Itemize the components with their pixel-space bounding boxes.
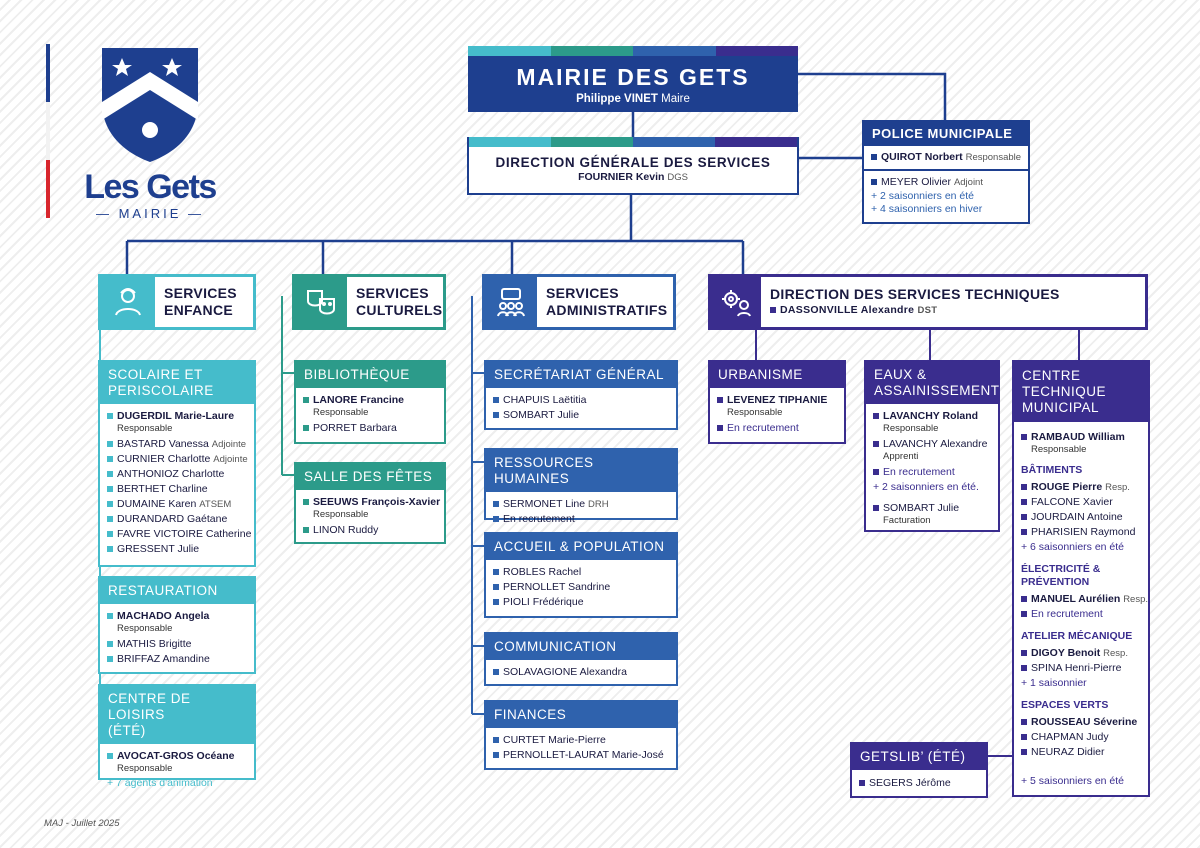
eaux-extra: + 2 saisonniers en été. — [873, 481, 979, 493]
restauration-lead-role: Responsable — [117, 623, 173, 634]
salle-lead: SEEUWS François-Xavier — [303, 495, 437, 510]
mairie-box — [468, 46, 798, 112]
elec-recrut: En recrutement — [1021, 607, 1141, 622]
list-item: BRIFFAZ Amandine — [107, 652, 247, 667]
salle-des-fetes-box — [294, 462, 446, 544]
restauration-lead: MACHADO Angela — [107, 609, 247, 624]
urbanisme-box — [708, 360, 846, 444]
eaux-lead: LAVANCHY Roland — [873, 409, 991, 424]
police-lead: QUIROT Norbert Responsable — [871, 150, 1021, 165]
atelier-lead: DIGOY Benoit Resp. — [1021, 646, 1141, 661]
tech-title: DIRECTION DES SERVICES TECHNIQUES — [770, 286, 1060, 302]
list-item: PHARISIEN Raymond — [1021, 525, 1141, 540]
list-item: DURANDARD Gaétane — [107, 512, 247, 527]
enfance-line2: ENFANCE — [164, 302, 233, 318]
secretariat-title: SECRÉTARIAT GÉNÉRAL — [486, 362, 676, 388]
salle-lead-role: Responsable — [313, 509, 369, 520]
restauration-title: RESTAURATION — [100, 578, 254, 604]
direction-services-techniques-box — [708, 274, 1148, 330]
list-item: LINON Ruddy — [303, 523, 437, 538]
urbanisme-title: URBANISME — [710, 362, 844, 388]
batiments-title: BÂTIMENTS — [1021, 464, 1083, 476]
list-item: CHAPUIS Laëtitia — [493, 393, 669, 408]
batiments-lead: ROUGE Pierre Resp. — [1021, 480, 1141, 495]
salle-title: SALLE DES FÊTES — [296, 464, 444, 490]
admin-line2: ADMINISTRATIFS — [546, 302, 668, 318]
loisirs-lead-role: Responsable — [117, 763, 173, 774]
urbanisme-lead: LEVENEZ TIPHANIE — [717, 393, 837, 408]
loisirs-title-2: (ÉTÉ) — [108, 723, 146, 738]
gears-worker-icon — [711, 277, 761, 327]
rh-title: RESSOURCES HUMAINES — [486, 450, 676, 492]
loisirs-title-1: CENTRE DE LOISIRS — [108, 691, 191, 722]
eaux-title-2: ASSAINISSEMENT — [874, 383, 1000, 398]
list-item: ANTHONIOZ Charlotte — [107, 467, 247, 482]
eaux-last: SOMBART Julie — [873, 501, 991, 516]
batiments-extra: + 6 saisonniers en été — [1021, 541, 1125, 553]
list-item: SERMONET Line DRH — [493, 497, 669, 512]
list-item: CURNIER Charlotte Adjointe — [107, 452, 247, 467]
verts-extra: + 5 saisonniers en été — [1021, 775, 1125, 787]
coat-of-arms-icon — [98, 44, 202, 164]
list-item: PERNOLLET-LAURAT Marie-José — [493, 748, 669, 763]
ctm-title-1: CENTRE — [1022, 368, 1081, 383]
eaux-member: LAVANCHY Alexandre — [873, 437, 991, 452]
services-culturels-box — [292, 274, 446, 330]
scolaire-title-2: PERISCOLAIRE — [108, 383, 214, 398]
verts-title: ESPACES VERTS — [1021, 699, 1109, 711]
list-item: SOMBART Julie — [493, 408, 669, 423]
eaux-title-1: EAUX & — [874, 367, 927, 382]
communication-box — [484, 632, 678, 686]
elec-lead: MANUEL Aurélien Resp. — [1021, 592, 1141, 607]
eaux-member-role: Apprenti — [883, 451, 919, 462]
scolaire-lead: DUGERDIL Marie-Laure — [107, 409, 247, 424]
tech-director: DASSONVILLE Alexandre DST — [770, 303, 1060, 318]
restauration-box — [98, 576, 256, 674]
eaux-lead-role: Responsable — [883, 423, 939, 434]
tricolor-stripe — [46, 44, 50, 218]
dgs-person: FOURNIER Kevin DGS — [578, 171, 688, 183]
getslib-title: GETSLIB’ (ÉTÉ) — [852, 744, 986, 770]
ctm-title-3: MUNICIPAL — [1022, 400, 1100, 415]
bibliotheque-box — [294, 360, 446, 444]
mairie-person: Philippe VINET Maire — [576, 93, 690, 105]
list-item: BERTHET Charline — [107, 482, 247, 497]
list-item: En recrutement — [493, 512, 669, 527]
police-member: MEYER Olivier Adjoint — [871, 175, 1021, 190]
loisirs-extra: + 7 agents d'animation — [107, 777, 213, 789]
list-item: DUMAINE Karen ATSEM — [107, 497, 247, 512]
list-item: FALCONE Xavier — [1021, 495, 1141, 510]
communication-title: COMMUNICATION — [486, 634, 676, 660]
finances-box — [484, 700, 678, 770]
elec-title: ÉLECTRICITÉ & PRÉVENTION — [1021, 563, 1101, 588]
theater-masks-icon — [295, 277, 347, 327]
ctm-lead-role: Responsable — [1031, 444, 1087, 455]
list-item: CURTET Marie-Pierre — [493, 733, 669, 748]
urbanisme-recrut: En recrutement — [717, 421, 837, 436]
bibliotheque-lead-role: Responsable — [313, 407, 369, 418]
list-item: SPINA Henri-Pierre — [1021, 661, 1141, 676]
list-item: BASTARD Vanessa Adjointe — [107, 437, 247, 452]
urbanisme-lead-role: Responsable — [727, 407, 783, 418]
police-title: POLICE MUNICIPALE — [864, 122, 1028, 146]
team-meeting-icon — [485, 277, 537, 327]
police-box — [862, 120, 1030, 224]
accueil-title: ACCUEIL & POPULATION — [486, 534, 676, 560]
logo — [80, 44, 220, 224]
loisirs-lead: AVOCAT-GROS Océane — [107, 749, 247, 764]
culturels-line2: CULTURELS — [356, 302, 443, 318]
services-enfance-box — [98, 274, 256, 330]
getslib-box — [850, 742, 988, 798]
atelier-title: ATELIER MÉCANIQUE — [1021, 630, 1133, 642]
loisirs-box — [98, 684, 256, 789]
list-item: FAVRE VICTOIRE Catherine — [107, 527, 247, 542]
scolaire-lead-role: Responsable — [117, 423, 173, 434]
bibliotheque-title: BIBLIOTHÈQUE — [296, 362, 444, 388]
list-item: SOLAVAGIONE Alexandra — [493, 665, 669, 680]
bibliotheque-lead: LANORE Francine — [303, 393, 437, 408]
dgs-box — [467, 137, 799, 195]
police-extra-2: + 4 saisonniers en hiver — [871, 203, 983, 215]
list-item: NEURAZ Didier — [1021, 745, 1141, 760]
list-item: PERNOLLET Sandrine — [493, 580, 669, 595]
finances-title: FINANCES — [486, 702, 676, 728]
atelier-extra: + 1 saisonnier — [1021, 677, 1087, 689]
scolaire-title-1: SCOLAIRE ET — [108, 367, 203, 382]
list-item: JOURDAIN Antoine — [1021, 510, 1141, 525]
scolaire-box — [98, 360, 256, 567]
update-date: MAJ - Juillet 2025 — [44, 818, 120, 829]
eaux-recrut: En recrutement — [873, 465, 991, 480]
list-item: SEGERS Jérôme — [859, 776, 979, 791]
eaux-last-role: Facturation — [883, 515, 931, 526]
ctm-box — [1012, 360, 1150, 797]
list-item: MATHIS Brigitte — [107, 637, 247, 652]
services-administratifs-box — [482, 274, 676, 330]
children-icon — [101, 277, 155, 327]
list-item: ROBLES Rachel — [493, 565, 669, 580]
list-item: PORRET Barbara — [303, 421, 437, 436]
culturels-line1: SERVICES — [356, 285, 429, 301]
mairie-title: MAIRIE DES GETS — [516, 64, 750, 90]
enfance-line1: SERVICES — [164, 285, 237, 301]
dgs-title: DIRECTION GÉNÉRALE DES SERVICES — [495, 155, 771, 170]
logo-name: Les Gets — [84, 168, 216, 206]
verts-lead: ROUSSEAU Séverine — [1021, 715, 1141, 730]
ctm-title-2: TECHNIQUE — [1022, 384, 1107, 399]
accueil-box — [484, 532, 678, 618]
logo-subtitle: — MAIRIE — — [95, 206, 205, 221]
list-item: PIOLI Frédérique — [493, 595, 669, 610]
list-item: GRESSENT Julie — [107, 542, 247, 557]
secretariat-box — [484, 360, 678, 430]
rh-box — [484, 448, 678, 525]
eaux-box — [864, 360, 1000, 532]
ctm-lead: RAMBAUD William — [1021, 430, 1141, 445]
police-extra-1: + 2 saisonniers en été — [871, 190, 975, 202]
list-item: CHAPMAN Judy — [1021, 730, 1141, 745]
admin-line1: SERVICES — [546, 285, 619, 301]
